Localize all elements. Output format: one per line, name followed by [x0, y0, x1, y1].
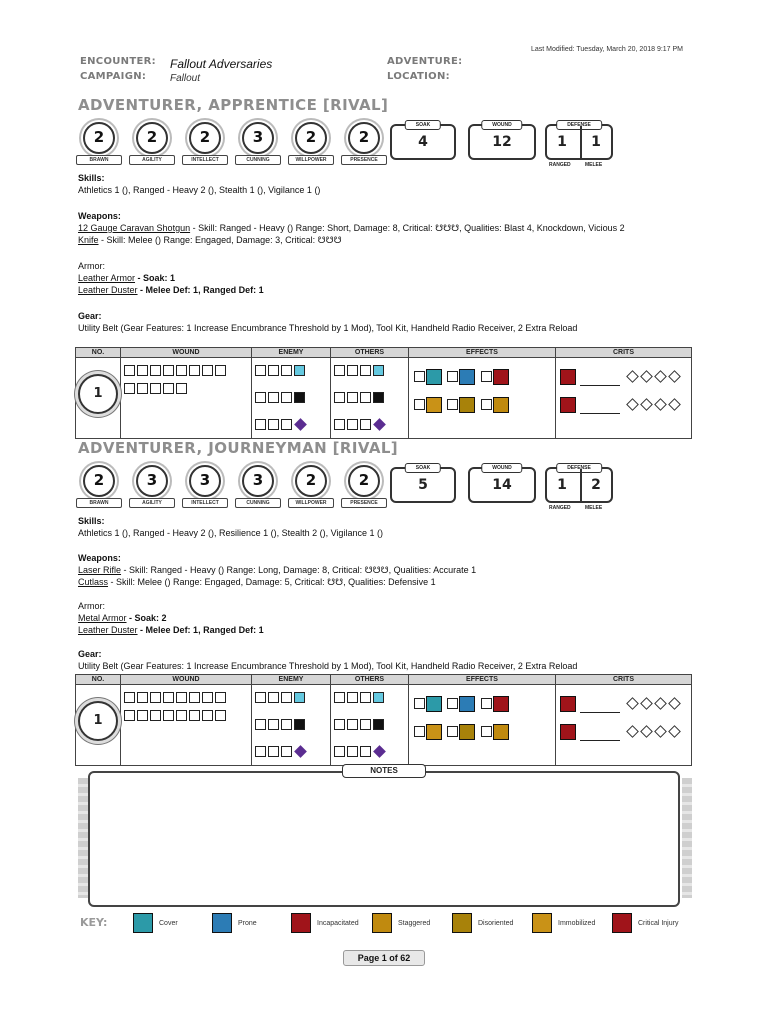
- wound-checkbox[interactable]: [176, 383, 187, 394]
- others-checkbox[interactable]: [334, 746, 345, 757]
- enemy-checkbox[interactable]: [255, 692, 266, 703]
- crit-line[interactable]: [580, 712, 620, 713]
- crit-diamond[interactable]: [668, 370, 681, 383]
- weapon-link[interactable]: Cutlass: [78, 577, 109, 587]
- wound-checkbox[interactable]: [163, 692, 174, 703]
- skills-text: Athletics 1 (), Ranged - Heavy 2 (), Resilience 1 (), Stealth 2 (), Vigilance 1 (): [78, 528, 383, 538]
- gear-section: [78, 648, 718, 672]
- col-no: NO.: [76, 675, 121, 685]
- immobilized-icon: [426, 397, 442, 413]
- wound-checkbox[interactable]: [176, 692, 187, 703]
- critical-injury-icon: [560, 369, 576, 385]
- wound-checkbox[interactable]: [215, 365, 226, 376]
- characteristic-intellect: 3 INTELLECT: [184, 465, 224, 513]
- col-others: OTHERS: [331, 348, 409, 358]
- characteristic-cunning: 3 CUNNING: [237, 122, 277, 170]
- others-checkbox[interactable]: [360, 419, 371, 430]
- wound-checkbox[interactable]: [189, 692, 200, 703]
- weapon-stats: - Skill: Ranged - Heavy () Range: Long, Damage: 8, Critical: ☋☋☋, Qualities: Accurate 1: [121, 565, 477, 575]
- armor-link[interactable]: Metal Armor: [78, 613, 127, 623]
- others-checkbox[interactable]: [334, 365, 345, 376]
- difficulty-icon[interactable]: [373, 418, 386, 431]
- skills-section: [78, 172, 698, 196]
- key-disoriented: Disoriented: [452, 913, 513, 933]
- page-indicator[interactable]: Page 1 of 62: [343, 950, 425, 966]
- soak-box: SOAK 4: [390, 124, 456, 160]
- wound-checkbox[interactable]: [150, 383, 161, 394]
- key-staggered: Staggered: [372, 913, 430, 933]
- immobilized-icon: [532, 913, 552, 933]
- others-checkbox[interactable]: [347, 419, 358, 430]
- wound-checkbox[interactable]: [137, 365, 148, 376]
- characteristic-willpower: 2 WILLPOWER: [290, 122, 330, 170]
- wound-checkbox[interactable]: [137, 383, 148, 394]
- armor-link[interactable]: Leather Duster: [78, 285, 138, 295]
- col-effects: EFFECTS: [409, 348, 556, 358]
- campaign-value: Fallout: [170, 73, 201, 84]
- wound-threshold-box: WOUND 12: [468, 124, 536, 160]
- effect-checkbox[interactable]: [481, 698, 492, 709]
- col-no: NO.: [76, 348, 121, 358]
- others-checkbox[interactable]: [360, 392, 371, 403]
- enemy-checkbox[interactable]: [255, 719, 266, 730]
- enemy-checkbox[interactable]: [281, 419, 292, 430]
- skills-label: Skills:: [78, 516, 105, 526]
- weapons-label: Weapons:: [78, 211, 121, 221]
- characteristic-cunning: 3 CUNNING: [237, 465, 277, 513]
- characteristic-presence: 2 PRESENCE: [343, 465, 383, 513]
- wound-checkbox[interactable]: [124, 365, 135, 376]
- crit-diamond[interactable]: [654, 398, 667, 411]
- armor-label: Armor:: [78, 261, 105, 271]
- wound-checkbox[interactable]: [150, 365, 161, 376]
- armor-section: [78, 600, 698, 636]
- crit-diamond[interactable]: [668, 697, 681, 710]
- critical-injury-icon: [560, 397, 576, 413]
- crit-diamond[interactable]: [654, 697, 667, 710]
- others-checkbox[interactable]: [360, 719, 371, 730]
- col-enemy: ENEMY: [252, 675, 331, 685]
- characteristic-intellect: 2 INTELLECT: [184, 122, 224, 170]
- adversary-number-medal: 1: [78, 701, 118, 741]
- enemy-checkbox[interactable]: [281, 365, 292, 376]
- others-checkbox[interactable]: [360, 365, 371, 376]
- enemy-checkbox[interactable]: [281, 746, 292, 757]
- skills-text: Athletics 1 (), Ranged - Heavy 2 (), Stealth 1 (), Vigilance 1 (): [78, 185, 321, 195]
- wound-checkbox[interactable]: [137, 692, 148, 703]
- effect-checkbox[interactable]: [481, 399, 492, 410]
- characteristic-brawn: 2 BRAWN: [78, 465, 118, 513]
- challenge-marker[interactable]: [294, 392, 305, 403]
- crit-line[interactable]: [580, 385, 620, 386]
- crit-diamond[interactable]: [654, 370, 667, 383]
- incapacitated-icon: [291, 913, 311, 933]
- wound-checkbox[interactable]: [202, 692, 213, 703]
- wound-threshold-box: WOUND 14: [468, 467, 536, 503]
- crit-diamond[interactable]: [626, 398, 639, 411]
- notes-area[interactable]: [88, 771, 680, 907]
- armor-link[interactable]: Leather Armor: [78, 273, 136, 283]
- armor-stats: - Soak: 1: [135, 273, 176, 283]
- effect-checkbox[interactable]: [447, 726, 458, 737]
- crit-line[interactable]: [580, 413, 620, 414]
- wound-checkbox[interactable]: [137, 710, 148, 721]
- others-checkbox[interactable]: [347, 365, 358, 376]
- armor-stats: - Melee Def: 1, Ranged Def: 1: [137, 625, 264, 635]
- wound-checkbox[interactable]: [189, 365, 200, 376]
- enemy-checkbox[interactable]: [255, 419, 266, 430]
- key-incapacitated: Incapacitated: [291, 913, 359, 933]
- prone-icon: [459, 696, 475, 712]
- key-prone: Prone: [212, 913, 257, 933]
- crit-diamond[interactable]: [668, 725, 681, 738]
- immobilized-icon: [426, 724, 442, 740]
- wound-checkbox[interactable]: [215, 710, 226, 721]
- others-checkbox[interactable]: [360, 692, 371, 703]
- staggered-icon: [372, 913, 392, 933]
- enemy-checkbox[interactable]: [255, 392, 266, 403]
- weapon-link[interactable]: 12 Gauge Caravan Shotgun: [78, 223, 191, 233]
- cover-icon: [426, 369, 442, 385]
- others-checkbox[interactable]: [347, 719, 358, 730]
- setback-marker[interactable]: [294, 692, 305, 703]
- col-wound: WOUND: [121, 348, 252, 358]
- enemy-checkbox[interactable]: [268, 365, 279, 376]
- weapon-link[interactable]: Laser Rifle: [78, 565, 122, 575]
- key-critical-injury: Critical Injury: [612, 913, 678, 933]
- adventure-label: ADVENTURE:: [387, 56, 463, 67]
- enemy-checkbox[interactable]: [255, 746, 266, 757]
- col-wound: WOUND: [121, 675, 252, 685]
- notes-label: NOTES: [342, 764, 426, 778]
- wound-checkbox[interactable]: [124, 383, 135, 394]
- defense-box: DEFENSE 1 1 RANGED MELEE: [545, 124, 613, 160]
- gear-label: Gear:: [78, 649, 102, 659]
- difficulty-icon[interactable]: [373, 745, 386, 758]
- effect-checkbox[interactable]: [414, 726, 425, 737]
- encounter-label: ENCOUNTER:: [80, 56, 156, 67]
- crit-diamond[interactable]: [654, 725, 667, 738]
- wound-checkbox[interactable]: [189, 710, 200, 721]
- characteristic-willpower: 2 WILLPOWER: [290, 465, 330, 513]
- key-label: KEY:: [80, 916, 108, 929]
- disoriented-icon: [452, 913, 472, 933]
- last-modified: Last Modified: Tuesday, March 20, 2018 9:17 PM: [531, 46, 684, 53]
- crit-line[interactable]: [580, 740, 620, 741]
- others-checkbox[interactable]: [347, 392, 358, 403]
- others-checkbox[interactable]: [347, 692, 358, 703]
- wound-checkbox[interactable]: [150, 692, 161, 703]
- armor-link[interactable]: Leather Duster: [78, 625, 138, 635]
- gear-text: Utility Belt (Gear Features: 1 Increase Encumbrance Threshold by 1 Mod), Tool Kit, Handheld Radio Receiver, 2 Extra Reload: [78, 661, 578, 671]
- weapon-stats: - Skill: Ranged - Heavy () Range: Short, Damage: 8, Critical: ☋☋☋, Qualities: Blast 4, Knockdown, Vicious 2: [190, 223, 625, 233]
- effect-checkbox[interactable]: [414, 698, 425, 709]
- incapacitated-icon: [493, 369, 509, 385]
- wound-checkbox[interactable]: [124, 710, 135, 721]
- difficulty-icon[interactable]: [294, 418, 307, 431]
- wound-checkbox[interactable]: [150, 710, 161, 721]
- col-crits: CRITS: [556, 348, 692, 358]
- difficulty-icon[interactable]: [294, 745, 307, 758]
- enemy-checkbox[interactable]: [268, 392, 279, 403]
- key-immobilized: Immobilized: [532, 913, 595, 933]
- enemy-checkbox[interactable]: [268, 692, 279, 703]
- enemy-checkbox[interactable]: [281, 719, 292, 730]
- skills-label: Skills:: [78, 173, 105, 183]
- enemy-checkbox[interactable]: [268, 719, 279, 730]
- crit-diamond[interactable]: [640, 725, 653, 738]
- skills-section: [78, 515, 698, 539]
- wound-checkbox[interactable]: [124, 692, 135, 703]
- others-checkbox[interactable]: [334, 392, 345, 403]
- prone-icon: [459, 369, 475, 385]
- col-enemy: ENEMY: [252, 348, 331, 358]
- col-others: OTHERS: [331, 675, 409, 685]
- disoriented-icon: [459, 397, 475, 413]
- staggered-icon: [493, 397, 509, 413]
- wound-checkbox[interactable]: [176, 710, 187, 721]
- enemy-checkbox[interactable]: [268, 746, 279, 757]
- weapon-link[interactable]: Knife: [78, 235, 99, 245]
- gear-section: [78, 310, 718, 334]
- armor-label: Armor:: [78, 601, 105, 611]
- wound-checkbox[interactable]: [163, 365, 174, 376]
- effect-checkbox[interactable]: [481, 371, 492, 382]
- defense-box: DEFENSE 1 2 RANGED MELEE: [545, 467, 613, 503]
- weapons-label: Weapons:: [78, 553, 121, 563]
- others-checkbox[interactable]: [347, 746, 358, 757]
- notes-frame-left: [78, 778, 88, 898]
- campaign-label: CAMPAIGN:: [80, 71, 147, 82]
- wound-checkbox[interactable]: [163, 710, 174, 721]
- adversary-title: ADVENTURER, APPRENTICE [RIVAL]: [78, 96, 389, 114]
- wound-checkbox[interactable]: [176, 365, 187, 376]
- critical-injury-icon: [612, 913, 632, 933]
- enemy-checkbox[interactable]: [255, 365, 266, 376]
- adversary-number-medal: 1: [78, 374, 118, 414]
- crit-diamond[interactable]: [626, 725, 639, 738]
- notes-frame-right: [682, 778, 692, 898]
- characteristic-agility: 3 AGILITY: [131, 465, 171, 513]
- crit-diamond[interactable]: [626, 370, 639, 383]
- enemy-checkbox[interactable]: [281, 692, 292, 703]
- gear-text: Utility Belt (Gear Features: 1 Increase Encumbrance Threshold by 1 Mod), Tool Kit, Handheld Radio Receiver, 2 Extra Reload: [78, 323, 578, 333]
- tracker-table: [75, 347, 692, 439]
- armor-section: [78, 260, 698, 296]
- effect-checkbox[interactable]: [414, 371, 425, 382]
- crit-diamond[interactable]: [626, 697, 639, 710]
- gear-label: Gear:: [78, 311, 102, 321]
- armor-stats: - Soak: 2: [126, 613, 167, 623]
- key-cover: Cover: [133, 913, 178, 933]
- wound-checkbox[interactable]: [215, 692, 226, 703]
- enemy-checkbox[interactable]: [268, 419, 279, 430]
- crit-diamond[interactable]: [640, 398, 653, 411]
- staggered-icon: [493, 724, 509, 740]
- setback-marker[interactable]: [373, 365, 384, 376]
- crit-diamond[interactable]: [640, 370, 653, 383]
- challenge-marker[interactable]: [373, 719, 384, 730]
- weapons-section: [78, 210, 708, 246]
- challenge-marker[interactable]: [373, 392, 384, 403]
- characteristic-presence: 2 PRESENCE: [343, 122, 383, 170]
- wound-checkbox[interactable]: [163, 383, 174, 394]
- armor-stats: - Melee Def: 1, Ranged Def: 1: [137, 285, 264, 295]
- setback-marker[interactable]: [373, 692, 384, 703]
- effect-checkbox[interactable]: [481, 726, 492, 737]
- effect-checkbox[interactable]: [414, 399, 425, 410]
- disoriented-icon: [459, 724, 475, 740]
- soak-box: SOAK 5: [390, 467, 456, 503]
- wound-checkbox[interactable]: [202, 365, 213, 376]
- weapon-stats: - Skill: Melee () Range: Engaged, Damage: 5, Critical: ☋☋, Qualities: Defensive 1: [108, 577, 436, 587]
- crit-diamond[interactable]: [640, 697, 653, 710]
- incapacitated-icon: [493, 696, 509, 712]
- adversary-title: ADVENTURER, JOURNEYMAN [RIVAL]: [78, 439, 399, 457]
- cover-icon: [133, 913, 153, 933]
- col-effects: EFFECTS: [409, 675, 556, 685]
- challenge-marker[interactable]: [294, 719, 305, 730]
- effect-checkbox[interactable]: [447, 399, 458, 410]
- setback-marker[interactable]: [294, 365, 305, 376]
- location-label: LOCATION:: [387, 71, 450, 82]
- critical-injury-icon: [560, 696, 576, 712]
- others-checkbox[interactable]: [334, 719, 345, 730]
- col-crits: CRITS: [556, 675, 692, 685]
- weapon-stats: - Skill: Melee () Range: Engaged, Damage: 3, Critical: ☋☋☋: [98, 235, 342, 245]
- wound-checkbox[interactable]: [202, 710, 213, 721]
- tracker-table: [75, 674, 692, 766]
- characteristic-agility: 2 AGILITY: [131, 122, 171, 170]
- others-checkbox[interactable]: [334, 419, 345, 430]
- effect-checkbox[interactable]: [447, 371, 458, 382]
- crit-diamond[interactable]: [668, 398, 681, 411]
- encounter-value: Fallout Adversaries: [170, 57, 273, 71]
- weapons-section: [78, 552, 708, 588]
- cover-icon: [426, 696, 442, 712]
- effect-checkbox[interactable]: [447, 698, 458, 709]
- enemy-checkbox[interactable]: [281, 392, 292, 403]
- prone-icon: [212, 913, 232, 933]
- characteristic-brawn: 2 BRAWN: [78, 122, 118, 170]
- others-checkbox[interactable]: [334, 692, 345, 703]
- critical-injury-icon: [560, 724, 576, 740]
- others-checkbox[interactable]: [360, 746, 371, 757]
